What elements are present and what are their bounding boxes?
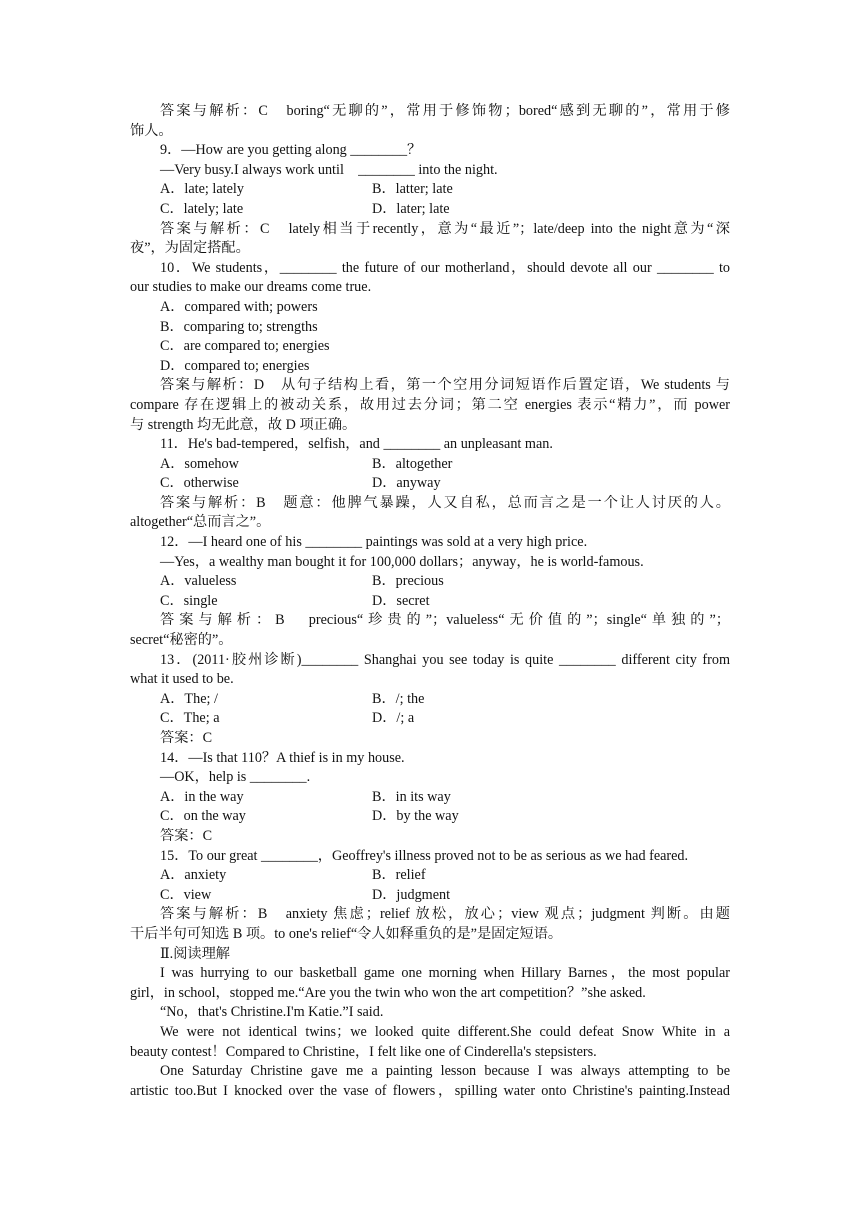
text-line: 饰人。 [130,122,173,139]
option-line [130,886,730,906]
text-line: 答案与解析：C lately相当于recently，意为“最近”；late/deep into the night意为“深 [160,220,730,237]
option-left: C．The; a [160,710,220,727]
text-line: 答案：C [160,827,213,844]
text-line: 答案与解析：D 从句子结构上看，第一个空用分词短语作后置定语，We students 与 [160,377,730,394]
text-line: Ⅱ.阅读理解 [160,945,230,962]
text-line: artistic too.But I knocked over the vase of flowers，spilling water onto Christine's painting.Instead [130,1082,730,1099]
text-line: 与 strength 均无此意，故 D 项正确。 [130,416,357,433]
text-line: 12．—I heard one of his ________ paintings was sold at a very high price. [160,534,588,551]
option-right: B．in its way [372,788,451,805]
option-left: A．somehow [160,455,239,472]
option-left: C．otherwise [160,475,239,492]
document-body [130,102,730,1101]
option-right: D．judgment [372,886,451,903]
text-line: 11．He's bad-tempered，selfish，and ________ an unpleasant man. [160,436,553,453]
text-line: beauty contest！Compared to Christine，I felt like one of Cinderella's stepsisters. [130,1043,597,1060]
option-right: D．secret [372,592,430,609]
option-right: D．/; a [372,710,415,727]
text-line: 答案与解析：B precious“珍贵的”；valueless“无价值的”；single“单独的”； [160,612,730,629]
option-line [130,788,730,808]
text-line: —OK，help is ________. [160,769,311,786]
option-left: C．on the way [160,808,246,825]
option-line [130,709,730,729]
text-line: I was hurrying to our basketball game one morning when Hillary Barnes，the most popular [160,965,730,982]
text-line: We were not identical twins；we looked quite different.She could defeat Snow White in a [160,1023,730,1040]
text-line: 15．To our great ________，Geoffrey's illness proved not to be as serious as we had feared. [160,847,689,864]
option-right: B．altogether [372,455,453,472]
text-line: 答案与解析：B 题意：他脾气暴躁，人又自私，总而言之是一个让人讨厌的人。 [160,494,730,511]
text-line: girl，in school，stopped me.“Are you the twin who won the art competition？”she asked. [130,984,646,1001]
option-right: B．latter; late [372,181,453,198]
option-line [130,200,730,220]
text-line: C．are compared to; energies [160,338,330,355]
text-line: 13．(2011·胶州诊断)________ Shanghai you see today is quite ________ different city from [160,651,730,668]
text-line: altogether“总而言之”。 [130,514,271,531]
text-line: B．comparing to; strengths [160,318,318,335]
text-line: what it used to be. [130,671,234,688]
option-right: B．relief [372,867,426,884]
option-line [130,866,730,886]
text-line: D．compared to; energies [160,357,310,374]
text-line: 10．We students，________ the future of our motherland，should devote all our ________ to [160,259,730,276]
text-line: One Saturday Christine gave me a painting lesson because I was always attempting to be [160,1063,730,1080]
option-left: A．The; / [160,690,218,707]
option-line [130,474,730,494]
text-line: compare 存在逻辑上的被动关系，故用过去分词；第二空 energies 表示“精力”，而 power [130,396,730,413]
option-line [130,807,730,827]
text-line: 夜”，为固定搭配。 [130,240,250,257]
option-line [130,180,730,200]
option-left: C．single [160,592,218,609]
option-right: B．/; the [372,690,425,707]
option-right: D．anyway [372,475,441,492]
text-line: —Yes，a wealthy man bought it for 100,000 dollars；anyway，he is world-famous. [160,553,644,570]
text-line: “No，that's Christine.I'm Katie.”I said. [160,1004,384,1021]
option-left: C．view [160,886,212,903]
option-left: A．valueless [160,573,237,590]
option-line [130,455,730,475]
text-line: 9．—How are you getting along ________？ [160,142,422,159]
text-line: —Very busy.I always work until ________ into the night. [160,161,498,178]
option-right: D．later; late [372,200,450,217]
option-left: C．lately; late [160,200,244,217]
text-line: secret“秘密的”。 [130,632,233,649]
text-line: our studies to make our dreams come true. [130,279,372,296]
text-line: 干后半句可知选 B 项。to one's relief“令人如释重负的是”是固定短语。 [130,925,563,942]
option-right: D．by the way [372,808,459,825]
option-right: B．precious [372,573,444,590]
option-left: A．in the way [160,788,244,805]
option-line [130,572,730,592]
text-line: 答案与解析：B anxiety 焦虑；relief 放松，放心；view 观点；judgment 判断。由题 [160,906,730,923]
option-line [130,690,730,710]
option-line [130,592,730,612]
text-line: A．compared with; powers [160,298,318,315]
text-line: 答案：C [160,730,213,746]
option-left: A．anxiety [160,867,227,884]
text-line: 答案与解析：C boring“无聊的”，常用于修饰物；bored“感到无聊的”，常用于修 [160,103,730,119]
option-left: A．late; lately [160,181,244,198]
text-line: 14．—Is that 110？A thief is in my house. [160,749,405,766]
